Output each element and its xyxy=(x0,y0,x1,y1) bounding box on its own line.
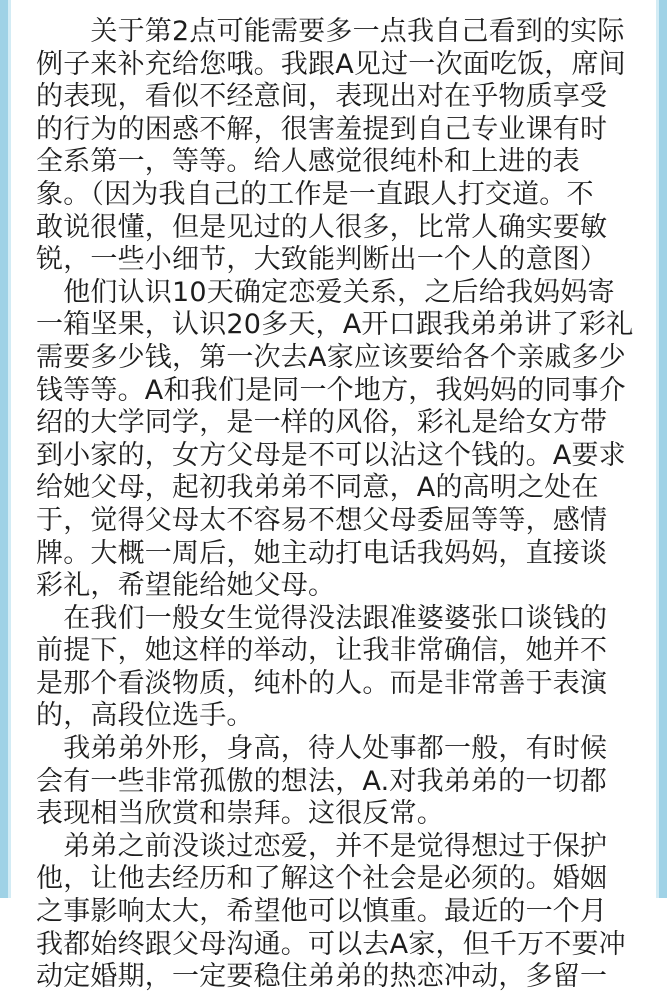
text-line: 是那个看淡物质，纯朴的人。而是非常善于表演 xyxy=(36,667,608,699)
text-line: 动定婚期，一定要稳住弟弟的热恋冲动，多留一 xyxy=(36,961,608,993)
text-line: 于，觉得父母太不容易不想父母委屈等等，感情 xyxy=(36,504,608,536)
text-line: 我弟弟外形，身高，待人处事都一般，有时候 xyxy=(36,733,608,765)
article-text xyxy=(36,0,636,994)
text-line: 我都始终跟父母沟通。可以去A家，但千万不要冲 xyxy=(36,928,626,960)
text-line: 敢说很懂，但是见过的人很多，比常人确实要敏 xyxy=(36,211,608,243)
text-line: 表现相当欣赏和崇拜。这很反常。 xyxy=(36,798,444,830)
text-line: 牌。大概一周后，她主动打电话我妈妈，直接谈 xyxy=(36,537,608,569)
text-line: 他，让他去经历和了解这个社会是必须的。婚姻 xyxy=(36,863,608,895)
text-line: 一箱坚果，认识20多天，A开口跟我弟弟讲了彩礼 xyxy=(36,309,634,341)
text-line: 例子来补充给您哦。我跟A见过一次面吃饭，席间 xyxy=(36,48,626,80)
text-line: 全系第一，等等。给人感觉很纯朴和上进的表 xyxy=(36,146,580,178)
text-line: 弟弟之前没谈过恋爱，并不是觉得想过于保护 xyxy=(36,830,608,862)
text-line: 的，高段位选手。 xyxy=(36,700,254,732)
text-line: 给她父母，起初我弟弟不同意，A的高明之处在 xyxy=(36,472,599,504)
text-line: 到小家的，女方父母是不可以沾这个钱的。A要求 xyxy=(36,439,626,471)
text-line: 前提下，她这样的举动，让我非常确信，她并不 xyxy=(36,635,608,667)
text-line: 会有一些非常孤傲的想法，A.对我弟弟的一切都 xyxy=(36,765,607,797)
text-line: 锐，一些小细节，大致能判断出一个人的意图） xyxy=(36,244,608,276)
text-line: 绍的大学同学，是一样的风俗，彩礼是给女方带 xyxy=(36,407,608,439)
text-line: 彩礼，希望能给她父母。 xyxy=(36,570,336,602)
text-line: 关于第2点可能需要多一点我自己看到的实际 xyxy=(36,16,625,47)
text-line: 之事影响太大，希望他可以慎重。最近的一个月 xyxy=(36,896,608,928)
text-line: 的行为的困惑不解，很害羞提到自己专业课有时 xyxy=(36,113,608,145)
text-line: 钱等等。A和我们是同一个地方，我妈妈的同事介 xyxy=(36,374,626,406)
text-line: 他们认识10天确定恋爱关系，之后给我妈妈寄 xyxy=(36,276,615,308)
text-line: 在我们一般女生觉得没法跟准婆婆张口谈钱的 xyxy=(36,602,608,634)
text-line: 需要多少钱，第一次去A家应该要给各个亲戚多少 xyxy=(36,341,626,373)
text-line: 象。（因为我自己的工作是一直跟人打交道。不 xyxy=(36,178,594,210)
text-line: 的表现，看似不经意间，表现出对在乎物质享受 xyxy=(36,81,608,113)
